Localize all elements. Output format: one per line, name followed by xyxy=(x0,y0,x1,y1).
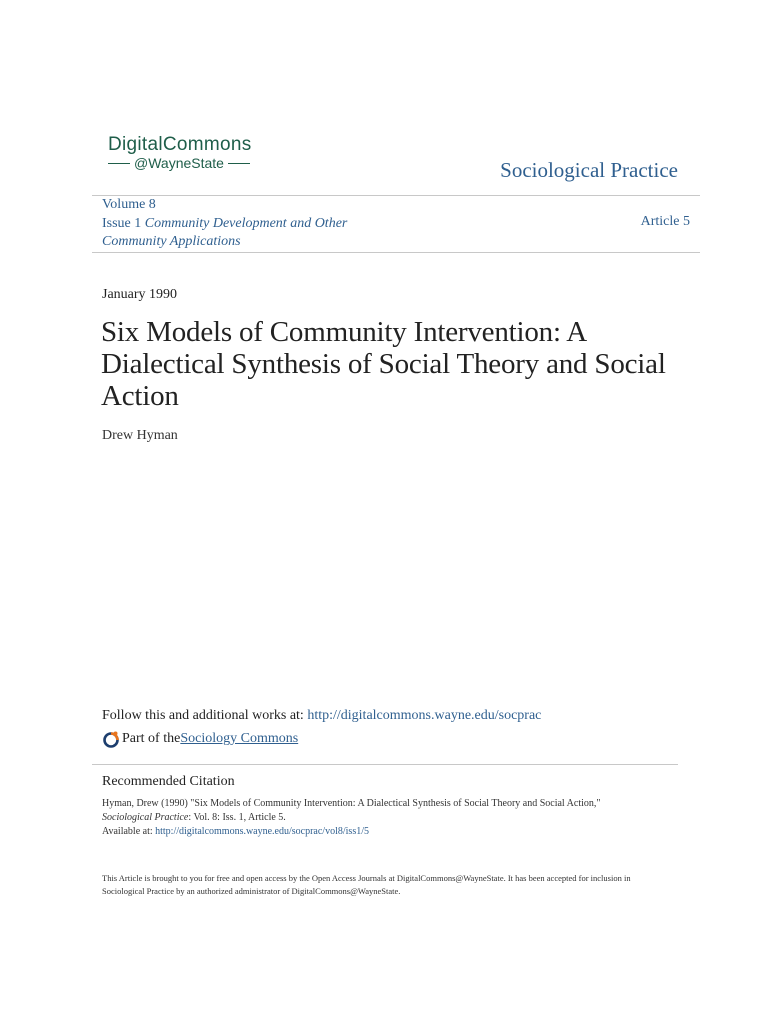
publication-date: January 1990 xyxy=(102,287,178,302)
citation-text xyxy=(102,797,662,839)
logo-rule-left xyxy=(108,163,130,164)
journal-title-link[interactable]: Sociological Practice xyxy=(500,158,678,182)
issue-info xyxy=(102,196,402,252)
citation-volume-info: : Vol. 8: Iss. 1, Article 5. xyxy=(188,812,286,823)
citation-line2 xyxy=(102,811,662,825)
follow-line xyxy=(102,708,541,724)
citation-journal: Sociological Practice xyxy=(102,812,189,823)
issue-label: Issue 1 xyxy=(102,215,142,231)
logo-line2: @WayneState xyxy=(134,155,224,171)
part-of-line xyxy=(102,730,298,748)
digital-commons-logo[interactable] xyxy=(108,134,288,171)
logo-rule-right xyxy=(228,163,250,164)
logo-line1: DigitalCommons xyxy=(108,134,252,155)
citation-line1: Hyman, Drew (1990) "Six Models of Community Intervention: A Dialectical Synthesis of Social Theory and Social Action," xyxy=(102,798,601,809)
citation-url-link[interactable]: http://digitalcommons.wayne.edu/socprac/vol8/iss1/5 xyxy=(155,826,369,837)
part-of-prefix: Part of the xyxy=(122,731,181,746)
open-access-note: This Article is brought to you for free and open access by the Open Access Journals at DigitalCommons@WayneState. It has been accepted for inclusion in Sociological Practice by an authorized administrator of DigitalCommons@WayneState. xyxy=(102,873,631,896)
issue-title-line1: Community Development and Other xyxy=(144,215,348,231)
issue-link[interactable] xyxy=(102,215,402,234)
citation-divider xyxy=(92,764,678,765)
author-name: Drew Hyman xyxy=(102,428,178,443)
bepress-commons-icon xyxy=(102,730,120,748)
citation-available-label: Available at: xyxy=(102,826,156,837)
volume-link[interactable]: Volume 8 xyxy=(102,197,156,212)
issue-title-line2[interactable]: Community Applications xyxy=(102,234,241,249)
follow-prefix: Follow this and additional works at: xyxy=(102,708,308,723)
article-title: Six Models of Community Intervention: A Dialectical Synthesis of Social Theory and Social Action xyxy=(101,316,666,412)
follow-url-link[interactable]: http://digitalcommons.wayne.edu/socprac xyxy=(307,708,542,723)
sociology-commons-link[interactable]: Sociology Commons xyxy=(180,731,299,746)
recommended-citation-heading: Recommended Citation xyxy=(102,774,235,789)
header-divider-bottom xyxy=(92,252,700,253)
article-number-link[interactable]: Article 5 xyxy=(640,214,690,229)
citation-line3 xyxy=(102,825,662,839)
